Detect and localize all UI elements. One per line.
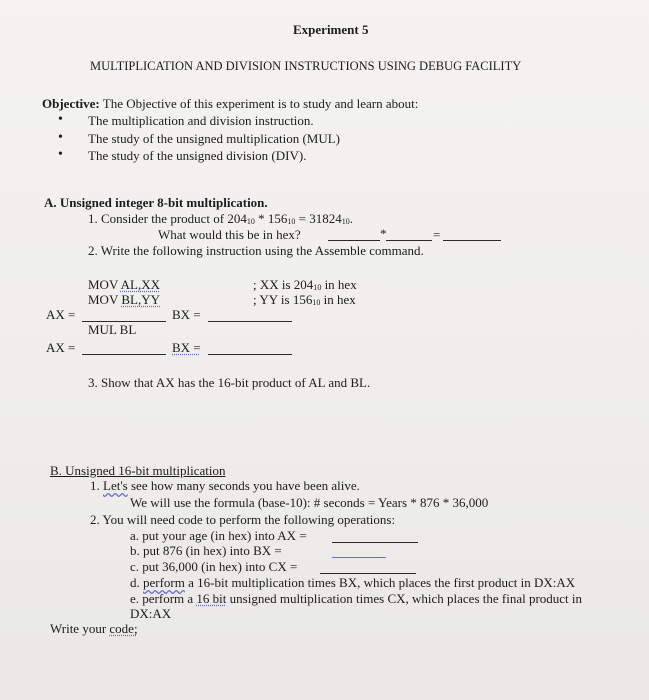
section-b-heading [50, 463, 226, 479]
equals-sign: = [433, 227, 441, 242]
op-e-continued: DX:AX [130, 606, 172, 621]
hex-answer-blank-3[interactable] [443, 240, 501, 241]
objective-bullet: • The study of the unsigned multiplication (MUL) [88, 131, 340, 147]
objective-bullet: • The study of the unsigned division (DIV). [88, 148, 306, 164]
code-line-2 [88, 292, 160, 308]
hex-answer-blank-2[interactable] [386, 240, 432, 241]
op-text: unsigned multiplication times CX, which places the final product in [226, 591, 583, 606]
section-a-heading: A. Unsigned integer 8-bit multiplication. [44, 195, 268, 210]
ax-blank-2[interactable] [82, 354, 166, 355]
section-b-item2: 2. You will need code to perform the following operations: [90, 512, 396, 527]
op-a: a. put your age (in hex) into AX = [130, 528, 307, 543]
item-word: Let's [103, 478, 128, 493]
objective-label: Objective: [42, 96, 100, 111]
code-op: MOV [88, 292, 119, 307]
op-d [130, 575, 575, 591]
ax-label-2: AX = [46, 340, 76, 355]
section-b-heading-text: B. Unsigned 16-bit multiplication [50, 463, 226, 478]
objective-bullet: • The multiplication and division instruction. [88, 113, 314, 129]
op-e [130, 591, 582, 607]
bx-blank-2[interactable] [208, 354, 292, 355]
hex-question [158, 227, 301, 243]
op-word: 16 bit [196, 591, 227, 606]
op-text: a 16-bit multiplication times BX, which places the first product in DX:AX [184, 575, 576, 590]
section-b-item1 [90, 478, 360, 494]
subscript: 10 [287, 217, 296, 226]
bx-876-blank[interactable] [332, 557, 386, 558]
section-a-item2: 2. Write the following instruction using the Assemble command. [88, 243, 424, 258]
item1-text: = 31824 [295, 211, 342, 226]
bx-blank-1[interactable] [208, 321, 292, 322]
code-arg: AL,XX [120, 277, 161, 292]
subscript: 10 [341, 217, 350, 226]
code-op: MOV [88, 277, 119, 292]
subscript: 10 [246, 217, 255, 226]
item1-text: . [349, 211, 353, 226]
hex-question-text: What would this be in hex? [158, 227, 301, 242]
code-comment-2 [253, 292, 356, 308]
mul-instruction: MUL BL [88, 322, 137, 337]
bx-label-2 [172, 340, 201, 356]
subscript: 10 [313, 283, 322, 292]
bx-label-text: BX = [172, 340, 201, 355]
age-blank[interactable] [332, 542, 418, 543]
comment-text: ; XX is 204 [253, 277, 314, 292]
op-c: c. put 36,000 (in hex) into CX = [130, 559, 298, 574]
cx-blank[interactable] [320, 573, 416, 574]
comment-text: ; YY is 156 [253, 292, 313, 307]
objective-line [42, 96, 418, 112]
bx-label: BX = [172, 307, 201, 322]
section-a-item1 [88, 211, 353, 227]
code-arg: BL,YY [121, 292, 160, 307]
item1-text: 1. Consider the product of 204 [88, 211, 247, 226]
seconds-formula: We will use the formula (base-10): # seconds = Years * 876 * 36,000 [130, 495, 489, 510]
item1-text: * 156 [254, 211, 288, 226]
op-b: b. put 876 (in hex) into BX = [130, 543, 282, 558]
item-text: see how many seconds you have been alive. [127, 478, 360, 493]
hex-answer-blank-1[interactable] [328, 240, 380, 241]
write-code-prompt [50, 621, 138, 637]
star-sign: * [380, 226, 387, 241]
ax-label: AX = [46, 307, 76, 322]
code-line-1 [88, 277, 160, 293]
item-number: 1. [90, 478, 103, 493]
comment-text: in hex [321, 277, 357, 292]
page-title: Experiment 5 [293, 22, 369, 37]
objective-text: The Objective of this experiment is to study and learn about: [102, 96, 419, 111]
section-a-item3: 3. Show that AX has the 16-bit product of AL and BL. [88, 375, 371, 390]
op-text: e. perform a [130, 591, 197, 606]
op-letter: d. [130, 575, 143, 590]
prompt-text: Write your [50, 621, 110, 636]
code-comment-1 [253, 277, 357, 293]
subscript: 10 [312, 298, 321, 307]
page-subtitle: MULTIPLICATION AND DIVISION INSTRUCTIONS USING DEBUG FACILITY [90, 59, 522, 73]
prompt-word: code; [109, 621, 138, 636]
comment-text: in hex [320, 292, 356, 307]
op-word: perform [143, 575, 185, 590]
